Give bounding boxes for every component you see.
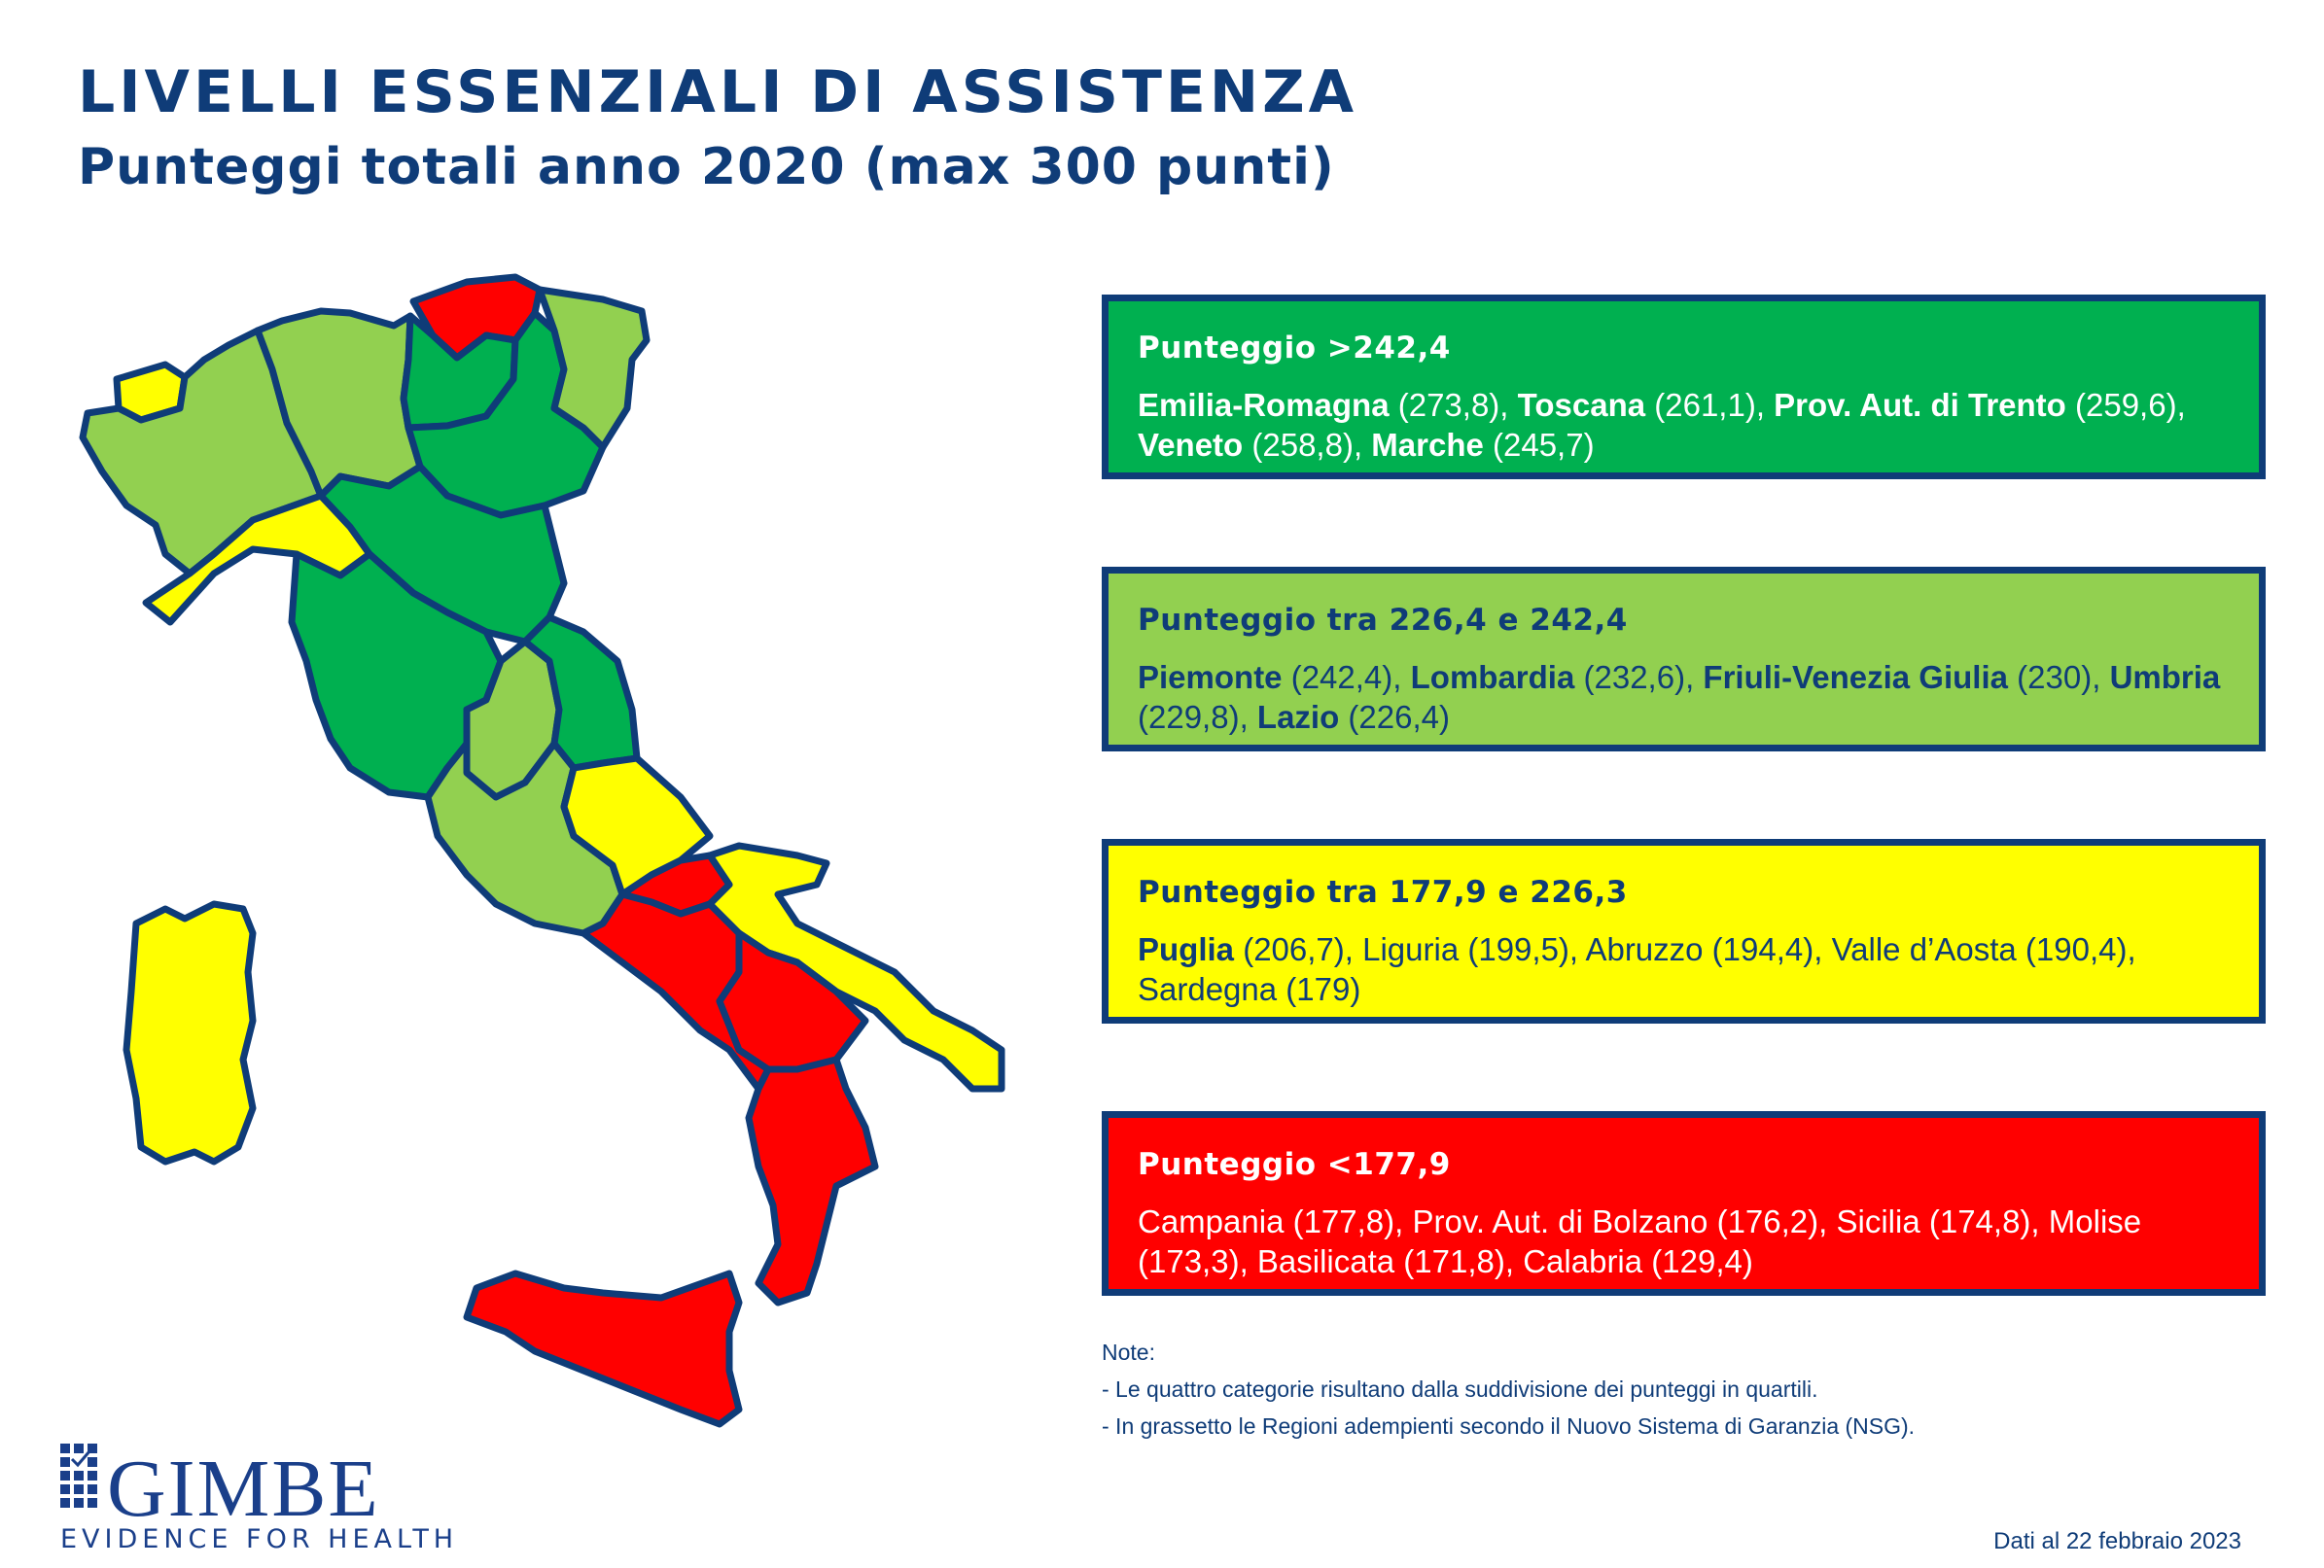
notes bbox=[1102, 1334, 1915, 1445]
region-name: Toscana bbox=[1517, 387, 1646, 423]
region-score: (174,8) bbox=[1919, 1203, 2031, 1239]
region-name: Puglia bbox=[1138, 931, 1235, 967]
region-score: (273,8) bbox=[1389, 387, 1500, 423]
region-entry bbox=[1362, 931, 1569, 967]
region-entry bbox=[1774, 387, 2176, 423]
category-box-lower-middle bbox=[1102, 839, 2266, 1024]
region-entry bbox=[1138, 1203, 1394, 1239]
region-entry bbox=[1138, 971, 1360, 1007]
region-name: Valle d’Aosta bbox=[1831, 931, 2017, 967]
category-regions: Puglia (206,7), Liguria (199,5), Abruzzo (194,4), Valle d’Aosta (190,4), Sardegna (179) bbox=[1138, 931, 2136, 1007]
map-region-calabria bbox=[749, 1060, 875, 1303]
region-entry bbox=[1413, 1203, 1819, 1239]
region-entry bbox=[1138, 387, 1499, 423]
region-name: Marche bbox=[1371, 427, 1484, 463]
map-region-sicilia bbox=[467, 1273, 739, 1424]
region-score: (199,5) bbox=[1459, 931, 1569, 967]
region-entry bbox=[1585, 931, 1813, 967]
region-entry bbox=[1703, 659, 2092, 695]
region-entry bbox=[1518, 387, 1756, 423]
category-heading: Punteggio <177,9 bbox=[1138, 1147, 1451, 1182]
region-score: (173,3) bbox=[1138, 1243, 1240, 1279]
notes-line: - Le quattro categorie risultano dalla suddivisione dei punteggi in quartili. bbox=[1102, 1376, 1818, 1402]
notes-line: - In grassetto le Regioni adempienti secondo il Nuovo Sistema di Garanzia (NSG). bbox=[1102, 1413, 1916, 1439]
region-entry bbox=[1836, 1203, 2030, 1239]
region-entry bbox=[1257, 1243, 1505, 1279]
region-score: (171,8) bbox=[1394, 1243, 1505, 1279]
region-entry bbox=[1832, 931, 2128, 967]
logo-tagline: EVIDENCE FOR HEALTH bbox=[60, 1524, 459, 1554]
region-score: (179) bbox=[1277, 971, 1361, 1007]
region-name: Sicilia bbox=[1836, 1203, 1920, 1239]
region-score: (245,7) bbox=[1483, 427, 1595, 463]
region-name: Campania bbox=[1138, 1203, 1285, 1239]
gimbe-checkbox-icon bbox=[60, 1444, 99, 1521]
region-name: Basilicata bbox=[1256, 1243, 1395, 1279]
region-name: Lombardia bbox=[1410, 659, 1575, 695]
category-regions: Piemonte (242,4), Lombardia (232,6), Friuli-Venezia Giulia (230), Umbria (229,8), Lazio (226,4) bbox=[1138, 659, 2221, 735]
region-score: (229,8) bbox=[1138, 699, 1240, 735]
category-box-top bbox=[1102, 295, 2266, 479]
region-entry bbox=[1257, 699, 1450, 735]
region-score: (129,4) bbox=[1642, 1243, 1753, 1279]
region-entry bbox=[1523, 1243, 1753, 1279]
region-score: (226,4) bbox=[1339, 699, 1450, 735]
category-regions: Campania (177,8), Prov. Aut. di Bolzano (176,2), Sicilia (174,8), Molise (173,3), Basilicata (171,8), Calabria (129,4) bbox=[1138, 1203, 2142, 1279]
region-score: (190,4) bbox=[2016, 931, 2128, 967]
region-entry bbox=[1411, 659, 1685, 695]
region-name: Lazio bbox=[1256, 699, 1340, 735]
region-score: (230) bbox=[2008, 659, 2093, 695]
category-heading: Punteggio tra 177,9 e 226,3 bbox=[1138, 875, 1628, 910]
region-name: Prov. Aut. di Trento bbox=[1774, 387, 2066, 423]
region-name: Umbria bbox=[2109, 659, 2221, 695]
region-name: Emilia-Romagna bbox=[1138, 387, 1390, 423]
region-name: Veneto bbox=[1138, 427, 1244, 463]
region-score: (232,6) bbox=[1574, 659, 1686, 695]
logo-name: GIMBE bbox=[107, 1444, 380, 1534]
region-score: (194,4) bbox=[1703, 931, 1814, 967]
region-entry bbox=[1371, 427, 1594, 463]
region-score: (258,8) bbox=[1243, 427, 1354, 463]
region-name: Molise bbox=[2048, 1203, 2142, 1239]
page-subtitle: Punteggi totali anno 2020 (max 300 punti) bbox=[78, 138, 1335, 196]
region-entry bbox=[1138, 427, 1354, 463]
region-entry bbox=[1138, 659, 1392, 695]
region-name: Friuli-Venezia Giulia bbox=[1703, 659, 2008, 695]
region-name: Calabria bbox=[1523, 1243, 1643, 1279]
page-title: LIVELLI ESSENZIALI DI ASSISTENZA bbox=[78, 58, 1358, 126]
region-entry bbox=[1138, 931, 1345, 967]
region-score: (242,4) bbox=[1282, 659, 1393, 695]
region-name: Prov. Aut. di Bolzano bbox=[1412, 1203, 1708, 1239]
region-score: (259,6) bbox=[2065, 387, 2177, 423]
region-score: (177,8) bbox=[1284, 1203, 1395, 1239]
region-name: Liguria bbox=[1362, 931, 1460, 967]
category-box-upper-middle bbox=[1102, 567, 2266, 751]
category-heading: Punteggio >242,4 bbox=[1138, 331, 1451, 366]
region-name: Sardegna bbox=[1138, 971, 1278, 1007]
region-score: (261,1) bbox=[1645, 387, 1756, 423]
data-date: Dati al 22 febbraio 2023 bbox=[1993, 1528, 2241, 1554]
region-score: (206,7) bbox=[1234, 931, 1345, 967]
category-box-bottom bbox=[1102, 1111, 2266, 1296]
italy-map bbox=[58, 253, 1021, 1448]
category-heading: Punteggio tra 226,4 e 242,4 bbox=[1138, 603, 1628, 638]
category-regions: Emilia-Romagna (273,8), Toscana (261,1), Prov. Aut. di Trento (259,6), Veneto (258,8), Marche (245,7) bbox=[1138, 387, 2186, 463]
map-region-sardegna bbox=[126, 904, 253, 1162]
region-name: Abruzzo bbox=[1585, 931, 1704, 967]
region-score: (176,2) bbox=[1708, 1203, 1819, 1239]
notes-label: Note: bbox=[1102, 1340, 1155, 1365]
region-name: Piemonte bbox=[1138, 659, 1283, 695]
